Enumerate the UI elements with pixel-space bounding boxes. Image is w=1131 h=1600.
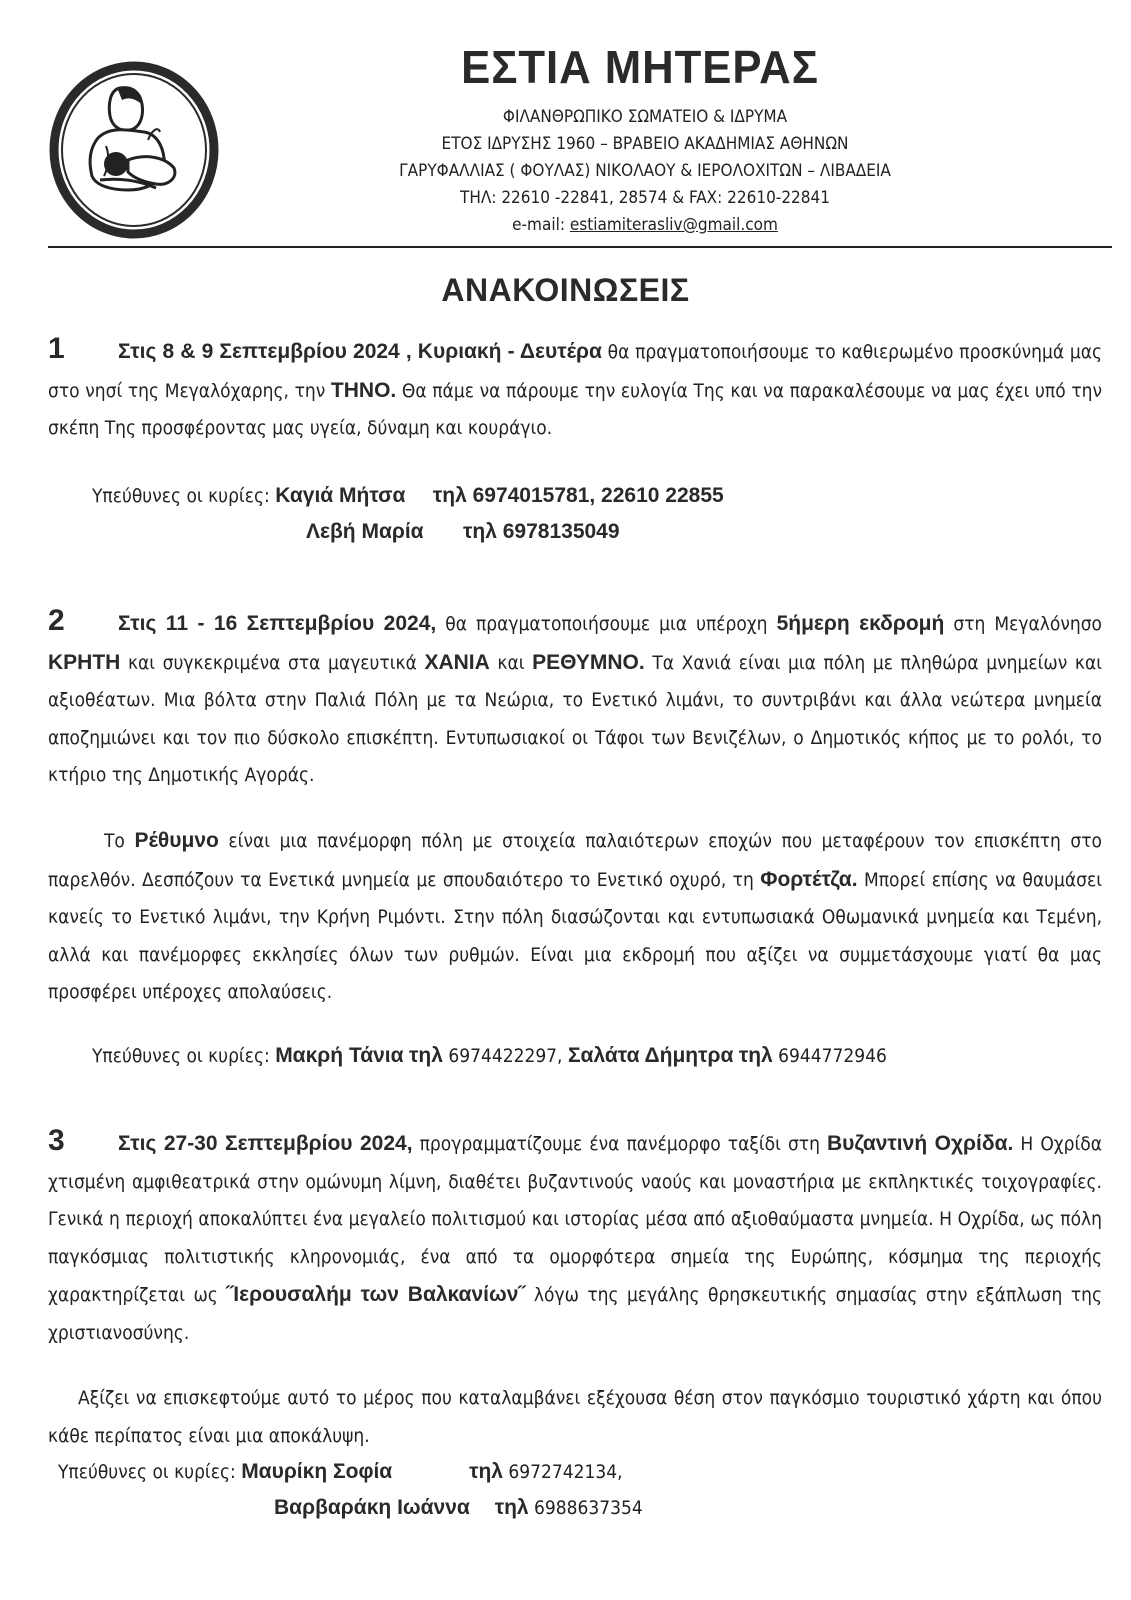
- announcement-date: Στις 11 - 16 Σεπτεμβρίου 2024,: [118, 612, 437, 635]
- announcement-1: 1 Στις 8 & 9 Σεπτεμβρίου 2024 , Κυριακή - Δευτέρα θα πραγματοποιήσουμε το καθιερωμένο προσκύνημά μας στο νησί της Μεγαλόχαρης, την ΤΗΝΟ. Θα πάμε να πάρουμε την ευλογία Της και να παρακαλέσουμε να μας έχει υπό την σκέπη Της προσφέροντας μας υγεία, δύναμη και κουράγιο.: [48, 332, 1102, 439]
- announcement-2-contacts: Υπεύθυνες οι κυρίες: Μακρή Τάνια τηλ 6974422297, Σαλάτα Δήμητρα τηλ 6944772946: [92, 1044, 887, 1067]
- contact-phone: τηλ 6978135049: [463, 520, 620, 543]
- org-email-line: [330, 212, 960, 239]
- contact-name: Καγιά Μήτσα: [275, 484, 406, 507]
- announcement-3-contact-1: Υπεύθυνες οι κυρίες: Μαυρίκη Σοφία τηλ 6972742134,: [58, 1460, 623, 1483]
- contact-phone: 6974422297,: [448, 1045, 563, 1067]
- announcement-2: 2 Στις 11 - 16 Σεπτεμβρίου 2024, θα πραγματοποιήσουμε μια υπέροχη 5ήμερη εκδρομή στη Μεγαλόνησο ΚΡΗΤΗ και συγκεκριμένα στα μαγευτικά ΧΑΝΙΑ και ΡΕΘΥΜΝΟ. Τα Χανιά είναι μια πόλη με πληθώρα μνημείων και αξιοθέατων. Μια βόλτα στην Παλιά Πόλη με τα Νεώρια, το Ενετικό λιμάνι, το συντριβάνι και άλλα νεώτερα μνημεία αποζημιώνει και τον πιο δύσκολο επισκέπτη. Εντυπωσιακοί οι Τάφοι των Βενιζέλων, ο Δημοτικός κήπος με το ρολόι, το κτήριο της Δημοτικής Αγοράς.: [48, 604, 1103, 786]
- org-phone-line: ΤΗΛ: 22610 -22841, 28574 & FAX: 22610-22841: [460, 188, 830, 208]
- contact-name: Σαλάτα Δήμητρα: [567, 1044, 734, 1067]
- mother-and-child-logo-icon: [48, 60, 220, 240]
- contact-phone: 6944772946: [778, 1045, 887, 1067]
- announcement-date: Στις 8 & 9 Σεπτεμβρίου 2024 , Κυριακή - Δευτέρα: [118, 340, 602, 363]
- contact-name: Μακρή Τάνια: [275, 1044, 404, 1067]
- announcement-date: Στις 27-30 Σεπτεμβρίου 2024,: [118, 1132, 413, 1155]
- email-label: e-mail:: [512, 215, 570, 235]
- contact-phone: 6988637354: [534, 1497, 643, 1519]
- announcement-2-rethymno: Το Ρέθυμνο είναι μια πανέμορφη πόλη με στοιχεία παλαιότερων εποχών που μεταφέρουν τον επισκέπτη στο παρελθόν. Δεσπόζουν τα Ενετικά μνημεία με σπουδαιότερο το Ενετικό οχυρό, τη Φορτέτζα. Μπορεί επίσης να θαυμάσει κανείς το Ενετικό λιμάνι, την Κρήνη Ριμόντι. Στην πόλη διασώζονται και εντυπωσιακά Οθωμανικά μνημεία και Τεμένη, αλλά και πανέμορφες εκκλησίες όλων των ρυθμών. Είναι μια εκδρομή που αξίζει να συμμετάσχουμε γιατί θα μας προσφέρει υπέροχες απολαύσεις.: [48, 829, 1103, 1003]
- announcement-number: 1: [48, 332, 65, 365]
- org-address-line: ΓΑΡΥΦΑΛΛΙΑΣ ( ΦΟΥΛΑΣ) ΝΙΚΟΛΑΟΥ & ΙΕΡΟΛΟΧΙΤΩΝ – ΛΙΒΑΔΕΙΑ: [399, 161, 891, 181]
- page-title: ΑΝΑΚΟΙΝΩΣΕΙΣ: [441, 272, 690, 308]
- announcement-number: 2: [48, 604, 65, 637]
- org-details: [330, 104, 960, 239]
- header-divider: [48, 246, 1112, 248]
- contact-phone: 6972742134,: [508, 1461, 623, 1483]
- contact-name: Λεβή Μαρία: [306, 520, 424, 543]
- announcement-1-contact-1: Υπεύθυνες οι κυρίες: Καγιά Μήτσα τηλ 6974015781, 22610 22855: [92, 484, 724, 507]
- announcement-3-contact-2: Βαρβαράκη Ιωάννα τηλ 6988637354: [274, 1496, 643, 1519]
- destination-tinos: ΤΗΝΟ.: [330, 378, 397, 402]
- org-type-line: ΦΙΛΑΝΘΡΩΠΙΚΟ ΣΩΜΑΤΕΙΟ & ΙΔΡΥΜΑ: [502, 107, 788, 127]
- contact-phone: τηλ 6974015781, 22610 22855: [432, 484, 724, 507]
- announcement-1-contact-2: [306, 520, 620, 544]
- announcement-3-closing: Αξίζει να επισκεφτούμε αυτό το μέρος που καταλαμβάνει εξέχουσα θέση στον παγκόσμιο τουριστικό χάρτη και όπου κάθε περίπατος είναι μια αποκάλυψη.: [48, 1387, 1102, 1447]
- announcement-number: 3: [48, 1124, 65, 1157]
- announcement-3: 3 Στις 27-30 Σεπτεμβρίου 2024, προγραμματίζουμε ένα πανέμορφο ταξίδι στη Βυζαντινή Οχρίδα. Η Οχρίδα χτισμένη αμφιθεατρικά στην ομώνυμη λίμνη, διαθέτει βυζαντινούς ναούς και μοναστήρια με εκπληκτικές τοιχογραφίες. Γενικά η περιοχή αποκαλύπτει ένα μεγαλείο πολιτισμού και ιστορίας μέσα από αξιοθαύμαστα μνημεία. Η Οχρίδα, ως πόλη παγκόσμιας πολιτιστικής κληρονομιάς, ένα από τα ομορφότερα σημεία της Ευρώπης, κόσμημα της περιοχής χαρακτηρίζεται ως ˝Ιερουσαλήμ των Βαλκανίων˝ λόγω της μεγάλης θρησκευτικής σημασίας στην εξάπλωση της χριστιανοσύνης.: [48, 1124, 1102, 1344]
- org-founding-line: ΕΤΟΣ ΙΔΡΥΣΗΣ 1960 – ΒΡΑΒΕΙΟ ΑΚΑΔΗΜΙΑΣ ΑΘΗΝΩΝ: [441, 134, 849, 154]
- org-name: ΕΣΤΙΑ ΜΗΤΕΡΑΣ: [461, 41, 819, 93]
- contact-name: Βαρβαράκη Ιωάννα: [274, 1496, 470, 1519]
- email-link[interactable]: estiamiterasliv@gmail.com: [569, 215, 778, 235]
- contact-name: Μαυρίκη Σοφία: [241, 1460, 393, 1483]
